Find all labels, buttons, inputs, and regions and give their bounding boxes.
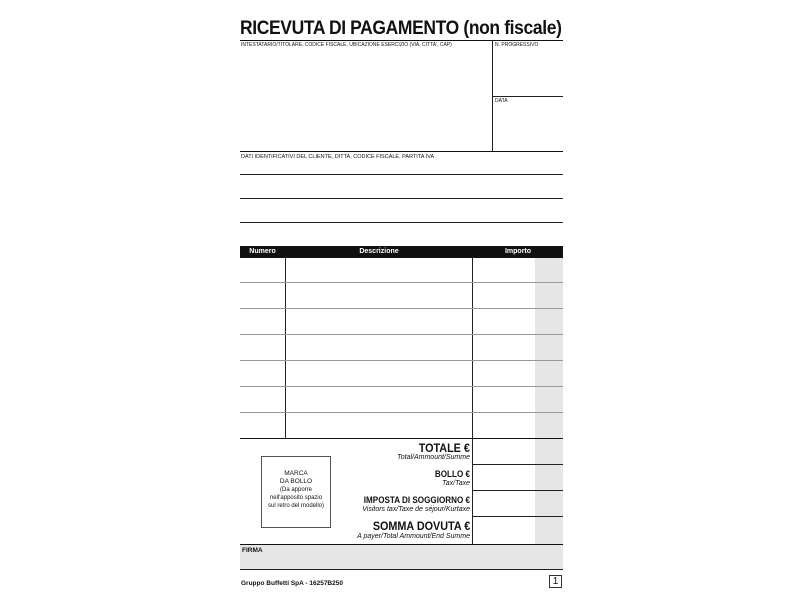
header-bottom-rule xyxy=(240,151,563,152)
stamp-line-4: nell'apposito spazio xyxy=(269,495,323,501)
totals-col-divider xyxy=(472,438,473,544)
date-label: DATA xyxy=(495,98,508,104)
page-title: RICEVUTA DI PAGAMENTO (non fiscale) xyxy=(240,18,562,39)
table-bottom-rule xyxy=(240,438,563,439)
client-line-2 xyxy=(240,198,563,199)
table-row xyxy=(240,360,563,361)
page-number: 1 xyxy=(549,575,562,588)
stamp-line-5: sul retro del modello) xyxy=(267,503,325,509)
descr-col-divider xyxy=(472,258,473,438)
signature-label: FIRMA xyxy=(242,547,263,554)
stamp-line-2: DA BOLLO xyxy=(279,478,313,485)
total-label: TOTALE € xyxy=(418,441,470,455)
bollo-label: BOLLO € xyxy=(434,469,470,479)
tourist-tax-label: IMPOSTA DI SOGGIORNO € xyxy=(363,495,470,505)
col-importo-header: Importo xyxy=(504,248,532,255)
issuer-label: INTESTATARIO/TITOLARE, CODICE FISCALE, UBICAZIONE ESERCIZIO (VIA, CITTA', CAP) xyxy=(241,42,452,48)
col-descrizione-header: Descrizione xyxy=(359,248,399,255)
signature-bottom-rule xyxy=(240,569,563,570)
totals-row-line xyxy=(472,464,563,465)
header-top-rule xyxy=(240,40,563,41)
revenue-stamp-box xyxy=(261,456,331,528)
amount-due-sublabel: A payer/Total Ammount/End Summe xyxy=(357,533,470,540)
stamp-line-3: (Da apporre xyxy=(279,487,312,493)
date-divider xyxy=(492,96,563,97)
table-row xyxy=(240,282,563,283)
client-label: DATI IDENTIFICATIVI DEL CLIENTE, DITTA, CODICE FISCALE, PARTITA IVA xyxy=(241,154,435,160)
col-numero-header: Numero xyxy=(249,248,276,255)
totals-row-line xyxy=(472,490,563,491)
table-header xyxy=(240,246,563,258)
stamp-line-1: MARCA xyxy=(284,470,308,477)
client-line-3 xyxy=(240,222,563,223)
table-row xyxy=(240,386,563,387)
numero-col-divider xyxy=(285,258,286,438)
table-row xyxy=(240,412,563,413)
signature-area xyxy=(240,545,563,569)
amount-due-label: SOMMA DOVUTA € xyxy=(372,519,470,533)
client-line-1 xyxy=(240,174,563,175)
cents-column-shade xyxy=(535,258,563,544)
table-row xyxy=(240,334,563,335)
bollo-sublabel: Tax/Taxe xyxy=(442,480,470,487)
publisher-code: Gruppo Buffetti SpA - 16257B250 xyxy=(241,580,343,587)
tourist-tax-sublabel: Visitors tax/Taxe de séjour/Kurtaxe xyxy=(362,506,470,513)
table-row xyxy=(240,308,563,309)
totals-row-line xyxy=(472,516,563,517)
number-label: N. PROGRESSIVO xyxy=(495,42,539,48)
total-sublabel: Total/Ammount/Summe xyxy=(397,454,470,461)
